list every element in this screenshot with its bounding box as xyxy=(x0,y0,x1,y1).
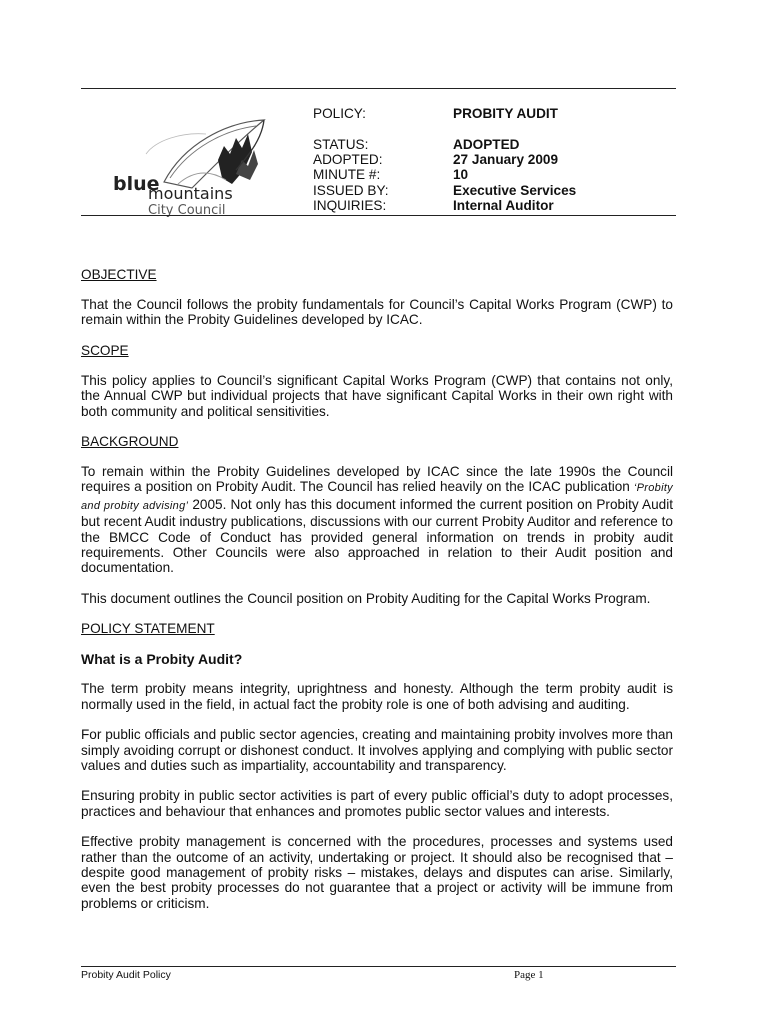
meta-value: ADOPTED xyxy=(453,137,520,152)
council-logo xyxy=(86,104,272,228)
meta-label: POLICY: xyxy=(313,106,366,121)
meta-value: 27 January 2009 xyxy=(453,152,559,167)
publication-title: ‘Probity and probity advising’ xyxy=(81,482,673,512)
header-top-rule xyxy=(81,88,676,89)
meta-value: 10 xyxy=(453,167,469,182)
scope-text: This policy applies to Council’s significant Capital Works Program (CWP) that contains not only, the Annual CWP but individual projects that have significant Capital Works in their own right with both community and political sensitivities. xyxy=(81,372,673,419)
footer-rule xyxy=(81,966,676,967)
meta-value: Executive Services xyxy=(453,183,577,198)
probity-paragraph-2: For public officials and public sector agencies, creating and maintaining probity involves more than simply avoiding corrupt or dishonest conduct. It involves applying and complying with public sector values and duties such as impartiality, accountability and transparency. xyxy=(81,727,673,773)
objective-text: That the Council follows the probity fundamentals for Council’s Capital Works Program (CWP) to remain within the Probity Guidelines developed by ICAC. xyxy=(81,297,673,328)
policy-body xyxy=(81,267,673,911)
probity-paragraph-1: The term probity means integrity, uprightness and honesty. Although the term probity audit is normally used in the field, in actual fact the probity role is one of both advising and auditing. xyxy=(81,681,673,712)
meta-label: STATUS: xyxy=(313,137,369,152)
meta-label: ISSUED BY: xyxy=(313,183,389,198)
page-number: Page 1 xyxy=(514,969,544,981)
scope-heading: SCOPE xyxy=(81,342,129,358)
background-text-end: 2005. Not only has this document informed the current position on Probity Audit but recent Audit industry publications, discussions with our current Probity Auditor and reference to the BMCC Code of Conduct has provided general information on trends in probity audit requirements. Other Councils were also approached in relation to their Audit position and documentation. xyxy=(81,496,673,576)
what-is-probity-audit-heading: What is a Probity Audit? xyxy=(81,651,243,668)
mountains-leaf-icon xyxy=(86,104,272,228)
meta-value: Internal Auditor xyxy=(453,198,554,213)
meta-label: MINUTE #: xyxy=(313,167,381,182)
background-heading: BACKGROUND xyxy=(81,434,179,450)
logo-line3: City Council xyxy=(148,203,226,218)
footer-title: Probity Audit Policy xyxy=(81,969,171,981)
logo-line2: mountains xyxy=(148,184,233,203)
objective-heading: OBJECTIVE xyxy=(81,267,157,282)
probity-paragraph-3: Ensuring probity in public sector activities is part of every public official’s duty to adopt processes, practices and behaviour that enhances and promotes public sector values and interests. xyxy=(81,788,673,819)
meta-label: ADOPTED: xyxy=(313,152,383,167)
logo-line1: blue xyxy=(113,173,160,195)
header-bottom-rule xyxy=(81,215,676,216)
background-text-start: To remain within the Probity Guidelines developed by ICAC since the late 1990s the Council requires a position on Probity Audit. The Council has relied heavily on the ICAC publication xyxy=(81,464,673,495)
probity-paragraph-4: Effective probity management is concerned with the procedures, processes and systems used rather than the outcome of an activity, undertaking or project. It should also be recognised that – despite good management of probity risks – mistakes, delays and disputes can arise. Similarly, even the best probity processes do not guarantee that a project or activity will be immune from problems or criticism. xyxy=(81,834,673,911)
background-paragraph-2: This document outlines the Council position on Probity Auditing for the Capital Works Program. xyxy=(81,590,651,606)
policy-statement-heading: POLICY STATEMENT xyxy=(81,621,215,637)
background-paragraph xyxy=(81,464,673,576)
meta-value: PROBITY AUDIT xyxy=(453,106,558,121)
meta-label: INQUIRIES: xyxy=(313,198,387,213)
